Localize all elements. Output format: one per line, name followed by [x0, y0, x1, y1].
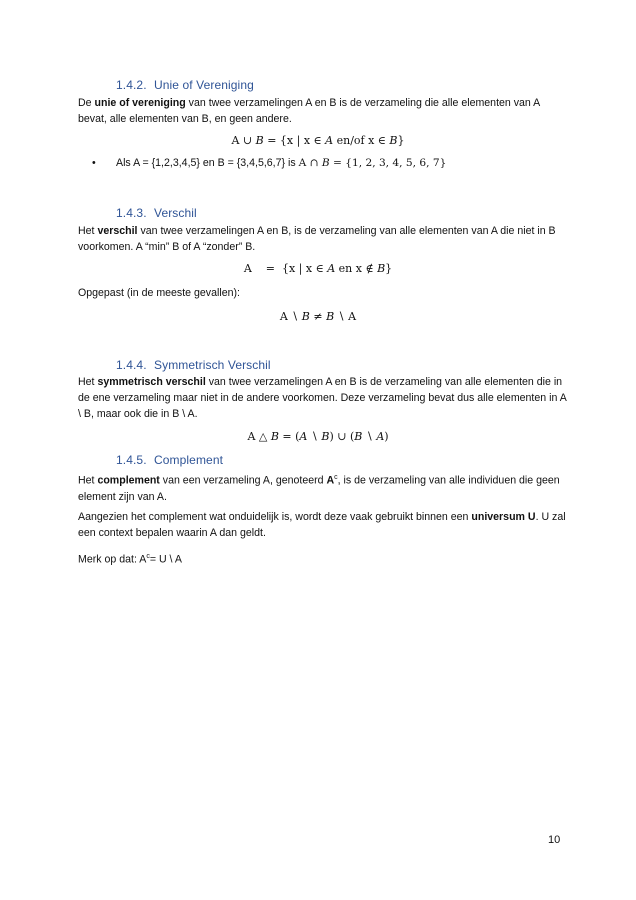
- section-heading-symmetrisch: [116, 358, 271, 372]
- section-title: Symmetrisch Verschil: [154, 358, 271, 372]
- section-title: Verschil: [154, 206, 197, 220]
- bullet-dot-icon: •: [92, 157, 96, 169]
- term-unie: unie of vereniging: [94, 97, 186, 109]
- paragraph-opgepast: Opgepast (in de meeste gevallen):: [78, 287, 240, 299]
- bullet-example-unie: • Als A = {1,2,3,4,5} en B = {3,4,5,6,7} is A ∩ 𝐵 = {1, 2, 3, 4, 5, 6, 7}: [92, 157, 447, 169]
- term-verschil: verschil: [97, 225, 138, 237]
- term-universum: universum U: [471, 511, 536, 523]
- formula-verschil: A = {x | x ∈ 𝐴 en x ∉ 𝐵}: [243, 262, 393, 275]
- paragraph-merk-op: Merk op dat: $A^c= U$ \ A: [78, 553, 182, 566]
- section-title: Unie of Vereniging: [154, 78, 254, 92]
- section-number: 1.4.5.: [116, 453, 147, 467]
- section-number: 1.4.2.: [116, 78, 147, 92]
- paragraph-symmetrisch-definition: Het symmetrisch verschil van twee verzamelingen A en B is de verzameling van alle elementen die in de ene verzameling maar niet in de andere voorkomen. Deze verzameling bevat dus alle elementen in A \ B, maar ook die in B \ A.: [78, 376, 567, 420]
- section-title: Complement: [154, 453, 224, 467]
- section-heading-unie: [116, 78, 254, 92]
- section-number: 1.4.3.: [116, 206, 147, 220]
- paragraph-verschil-definition: Het verschil van twee verzamelingen A en B, is de verzameling van alle elementen van A die niet in B voorkomen. A “min” B of A “zonder” B.: [78, 225, 556, 253]
- section-heading-complement: [116, 453, 223, 467]
- paragraph-complement-definition: Het complement van een verzameling A, genoteerd $A^c$, is de verzameling van alle individuen die geen element zijn van A.: [78, 474, 560, 503]
- section-number: 1.4.4.: [116, 358, 147, 372]
- formula-verschil-ongelijk: A ∖ 𝐵 ≠ 𝐵 ∖ A: [279, 310, 357, 323]
- term-a-complement: A: [326, 474, 335, 487]
- page-number: 10: [548, 834, 561, 846]
- paragraph-unie-definition: De unie of vereniging van twee verzamelingen A en B is de verzameling die alle elementen van A bevat, alle elementen van B, en geen andere.: [78, 97, 540, 125]
- formula-unie: A ∪ 𝐵 = {x | x ∈ 𝐴 en/of x ∈ 𝐵}: [231, 134, 405, 147]
- paragraph-universum: Aangezien het complement wat onduidelijk is, wordt deze vaak gebruikt binnen een universum U. U zal een context bepalen waarin A dan geldt.: [78, 511, 566, 539]
- term-symmetrisch-verschil: symmetrisch verschil: [97, 376, 206, 388]
- section-heading-verschil: [116, 206, 197, 220]
- formula-symmetrisch: A △ 𝐵 = (𝐴 ∖ 𝐵) ∪ (𝐵 ∖ 𝐴): [247, 430, 389, 443]
- term-complement: complement: [97, 474, 160, 487]
